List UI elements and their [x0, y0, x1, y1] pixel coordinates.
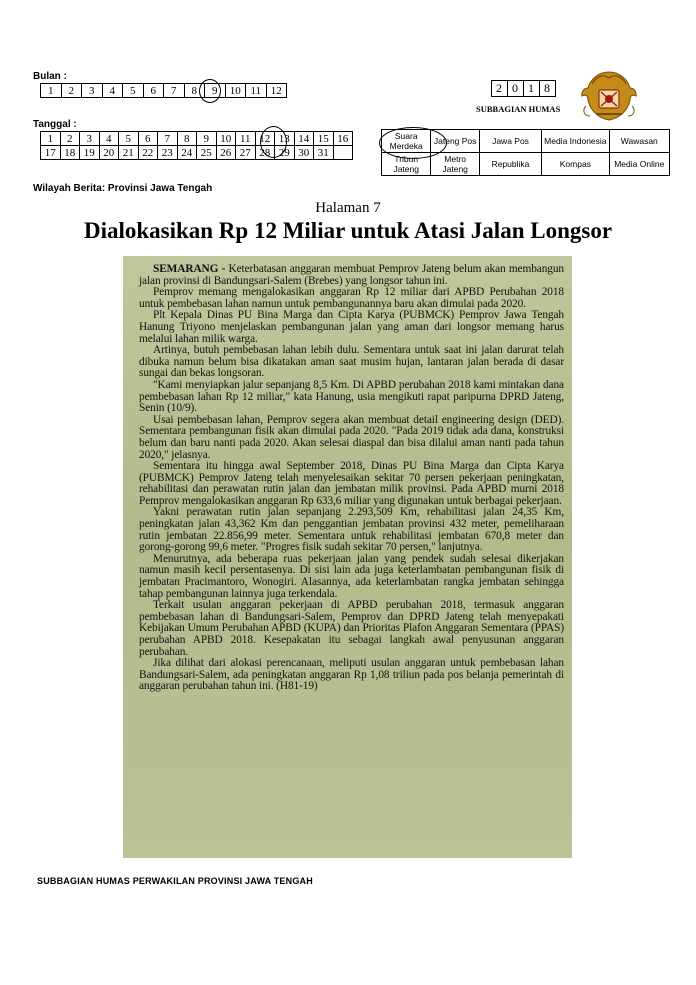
day-cell: 6	[138, 132, 158, 146]
tanggal-label: Tanggal :	[33, 119, 77, 130]
day-cell: 17	[41, 146, 61, 160]
day-cell: 31	[314, 146, 334, 160]
day-cell: 13	[275, 132, 295, 146]
paragraph-text: Jika dilihat dari alokasi perencanaan, meliputi usulan anggaran untuk pembebasan lahan Bandungsari-Salem, ada peningkatan anggaran Rp 1,08 triliun pada pos belanja pemerintah di anggaran perubahan tahun ini. (H81-19)	[139, 657, 564, 693]
day-cell: 29	[275, 146, 295, 160]
day-cell: 24	[177, 146, 197, 160]
day-cell: 21	[119, 146, 139, 160]
month-cell: 11	[246, 84, 267, 98]
month-cell: 2	[61, 84, 82, 98]
day-cell: 20	[99, 146, 119, 160]
subbagian-humas-label: SUBBAGIAN HUMAS	[476, 104, 561, 114]
article-paragraph	[139, 310, 564, 345]
paragraph-text: Menurutnya, ada beberapa ruas pekerjaan jalan yang pendek sudah selesai dikerjakan namun masih kecil persentasenya. Di sisi lain ada juga keterlambatan pembangunan fisik di jembatan Pracimantoro, Wonogiri. Alasannya, ada keterlambatan rangka jembatan sehingga tahap pembangunan lainnya juga terkendala.	[139, 552, 564, 600]
media-cell: Media Indonesia	[542, 130, 609, 153]
selected-day-circle	[260, 126, 287, 158]
month-cell: 1	[41, 84, 62, 98]
day-cell: 3	[80, 132, 100, 146]
article-paragraph	[139, 345, 564, 380]
article-paragraph	[139, 287, 564, 310]
article-paragraph	[139, 507, 564, 553]
article-paragraph	[139, 461, 564, 507]
article-paragraph	[139, 415, 564, 461]
article-title: Dialokasikan Rp 12 Miliar untuk Atasi Jalan Longsor	[83, 218, 613, 243]
day-cell: 16	[333, 132, 353, 146]
day-cell: 19	[80, 146, 100, 160]
paragraph-text: Artinya, butuh pembebasan lahan lebih dulu. Sementara untuk saat ini jalan darurat telah dibuka namun belum bisa dikatakan aman saat musim hujan, lantaran jalan berada di dasar sungai dan bekas longsoran.	[139, 344, 564, 380]
selected-month-circle	[199, 79, 221, 103]
media-cell: Republika	[479, 153, 541, 176]
month-cell: 8	[184, 84, 205, 98]
article-body	[139, 264, 564, 693]
paragraph-text: Terkait usulan anggaran pekerjaan di APBD perubahan 2018, termasuk anggaran pembebasan lahan di Bandungsari-Salem, Pemprov dan DPRD Jateng telah menyepakati Kebijakan Umum Perubahan APBD (KUPA) dan Prioritas Plafon Anggaran Sementara (PPAS) perubahan APBD 2018. Kesepakatan itu sebagai langkah awal penyusunan anggaran perubahan.	[139, 599, 564, 658]
month-cell: 7	[164, 84, 185, 98]
day-cell: 27	[236, 146, 256, 160]
media-cell: Suara Merdeka	[382, 130, 431, 153]
page-number: Halaman 7	[315, 200, 381, 216]
day-cell: 7	[158, 132, 178, 146]
article-paragraph	[139, 380, 564, 415]
media-cell: Wawasan	[609, 130, 669, 153]
paragraph-text: Pemprov memang mengalokasikan anggaran Rp 12 miliar dari APBD Perubahan 2018 untuk pembebasan lahan namun untuk pembangunannya baru akan dimulai pada 2020.	[139, 286, 564, 310]
day-cell: 5	[119, 132, 139, 146]
year-digit-cell: 0	[508, 81, 524, 97]
day-cell: 22	[138, 146, 158, 160]
day-cell: 25	[197, 146, 217, 160]
day-cell: 11	[236, 132, 256, 146]
media-cell: Kompas	[542, 153, 609, 176]
day-cell: 14	[294, 132, 314, 146]
paragraph-text: "Kami menyiapkan jalur sepanjang 8,5 Km. Di APBD perubahan 2018 kami mintakan dana pembebasan lahan Rp 12 miliar," kata Hanung, usia mengikuti rapat paripurna DPRD Jateng, Senin (10/9).	[139, 378, 564, 415]
year-digit-cell: 2	[492, 81, 508, 97]
article-paragraph	[139, 554, 564, 600]
day-cell: 26	[216, 146, 236, 160]
footer-text: SUBBAGIAN HUMAS PERWAKILAN PROVINSI JAWA TENGAH	[37, 876, 313, 886]
paragraph-text: Plt Kepala Dinas PU Bina Marga dan Cipta Karya (PUBMCK) Pemprov Jawa Tengah Hanung Triyono menjelaskan pembangunan jalan yang aman dari longsor memang harus melalui lahan milik warga.	[139, 309, 564, 345]
day-cell	[333, 146, 353, 160]
paragraph-text: Sementara itu hingga awal September 2018, Dinas PU Bina Marga dan Cipta Karya (PUBMCK) Pemprov Jateng telah menyelesaikan sekitar 70 persen pekerjaan peningkatan, rehabilitasi dan perawatan rutin jalan dan jembatan milik provinsi. Pada APBD murni 2018 Pemprov mengalokasikan anggaran Rp 633,6 miliar yang digunakan untuk berbagai pekerjaan.	[139, 460, 564, 507]
paragraph-text: Keterbatasan anggaran membuat Pemprov Jateng belum akan membangun jalan provinsi di Bandungsari-Salem (Brebes) yang longsor tahun ini.	[139, 263, 565, 287]
media-cell: Metro Jateng	[431, 153, 479, 176]
article-paragraph	[139, 264, 564, 287]
day-cell: 12	[255, 132, 275, 146]
day-cell: 10	[216, 132, 236, 146]
wilayah-berita: Wilayah Berita: Provinsi Jawa Tengah	[33, 183, 213, 194]
article-clipping	[123, 256, 572, 858]
selected-media-circle	[379, 127, 447, 159]
year-digit-cell: 1	[524, 81, 540, 97]
bulan-label: Bulan :	[33, 71, 67, 82]
year-box	[491, 80, 556, 97]
day-cell: 2	[60, 132, 80, 146]
day-cell: 4	[99, 132, 119, 146]
month-cell: 3	[82, 84, 103, 98]
day-cell: 30	[294, 146, 314, 160]
month-cell: 10	[225, 84, 246, 98]
garuda-emblem	[578, 66, 640, 124]
day-cell: 8	[177, 132, 197, 146]
day-cell: 18	[60, 146, 80, 160]
day-cell: 1	[41, 132, 61, 146]
month-cell: 12	[266, 84, 287, 98]
year-digit-cell: 8	[540, 81, 556, 97]
day-cell: 23	[158, 146, 178, 160]
day-cell: 28	[255, 146, 275, 160]
paragraph-text: Yakni perawatan rutin jalan sepanjang 2.293,509 Km, rehabilitasi jalan 24,35 Km, peningkatan jalan 43,362 Km dan penggantian jembatan provinsi 432 meter, pemeliharaan rutin jembatan 22.856,99 meter. Sementara untuk rehabilitasi jembatan 670,8 meter dan gorong-gorong 99,6 meter. "Progres fisik sudah sekitar 70 persen," lanjutnya.	[139, 506, 564, 554]
month-cell: 6	[143, 84, 164, 98]
day-cell: 15	[314, 132, 334, 146]
article-paragraph	[139, 658, 564, 693]
media-cell: Jawa Pos	[479, 130, 541, 153]
media-cell: Jateng Pos	[431, 130, 479, 153]
article-paragraph	[139, 600, 564, 658]
media-cell: Tribun Jateng	[382, 153, 431, 176]
day-grid	[40, 131, 353, 160]
article-dateline: SEMARANG -	[153, 263, 229, 275]
month-cell: 9	[205, 84, 226, 98]
month-grid	[40, 83, 287, 98]
day-cell: 9	[197, 132, 217, 146]
month-cell: 5	[123, 84, 144, 98]
media-cell: Media Online	[609, 153, 669, 176]
month-cell: 4	[102, 84, 123, 98]
paragraph-text: Usai pembebasan lahan, Pemprov segera akan membuat detail engineering design (DED). Sementara pembangunan fisik akan dimulai pada 2020. "Pada 2019 tidak ada dana, konstruksi belum dan baru nanti pada 2020. Akan selesai diaspal dan bisa dilalui aman nanti pada tahun 2020," jelasnya.	[139, 413, 564, 461]
